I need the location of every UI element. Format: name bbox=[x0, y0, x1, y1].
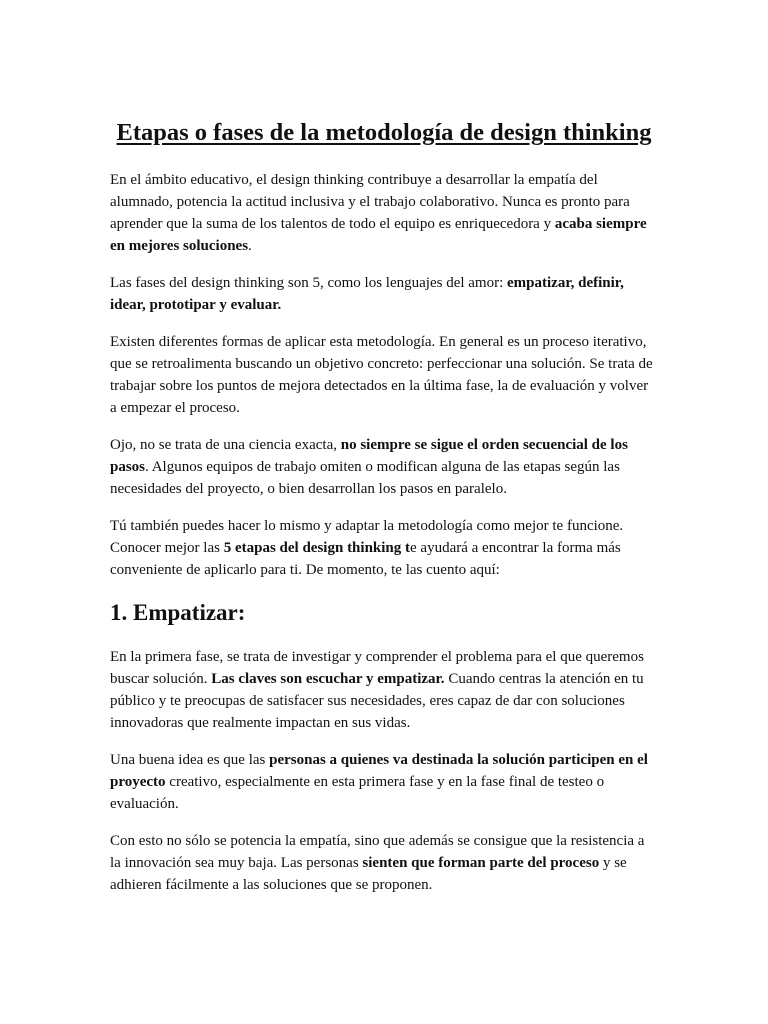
text-run: Ojo, no se trata de una ciencia exacta, bbox=[110, 437, 341, 453]
resistance-paragraph bbox=[110, 830, 658, 896]
bold-text-run: personas a quienes va destinada la solución participen en el proyecto bbox=[110, 752, 648, 790]
text-run: En el ámbito educativo, el design thinking contribuye a desarrollar la empatía del alumnado, potencia la actitud inclusiva y el trabajo colaborativo. Nunca es pronto para aprender que la suma de los talentos de todo el equipo es enriquecedora y bbox=[110, 172, 630, 232]
text-run: . bbox=[248, 238, 252, 254]
non-sequential-paragraph bbox=[110, 434, 658, 500]
text-run: Una buena idea es que las bbox=[110, 752, 270, 768]
bold-text-run: Las claves son escuchar y empatizar. bbox=[211, 671, 445, 687]
text-run: En la primera fase, se trata de investigar y comprender el problema para el que queremos buscar solución. bbox=[110, 649, 644, 687]
bold-text-run: empatizar, definir, idear, prototipar y evaluar. bbox=[110, 275, 624, 313]
phases-paragraph bbox=[110, 272, 658, 316]
text-run: y se adhieren fácilmente a las soluciones que se proponen. bbox=[110, 855, 627, 893]
text-run: Con esto no sólo se potencia la empatía, sino que además se consigue que la resistencia a la innovación sea muy baja. Las personas bbox=[110, 833, 645, 871]
empatizar-paragraph bbox=[110, 646, 658, 734]
section-heading-empatizar: 1. Empatizar: bbox=[110, 600, 246, 625]
intro-paragraph bbox=[110, 169, 658, 257]
document-page bbox=[110, 118, 658, 911]
text-run: Las fases del design thinking son 5, como los lenguajes del amor: bbox=[110, 275, 508, 291]
methodology-paragraph bbox=[110, 331, 658, 419]
document-title: Etapas o fases de la metodología de design thinking bbox=[116, 119, 652, 146]
bold-text-run: acaba siempre en mejores soluciones bbox=[110, 216, 647, 254]
text-run: creativo, especialmente en esta primera fase y en la fase final de testeo o evaluación. bbox=[110, 774, 605, 812]
bold-text-run: sienten que forman parte del proceso bbox=[362, 855, 600, 871]
text-run: Tú también puedes hacer lo mismo y adaptar la metodología como mejor te funcione. Conocer mejor las bbox=[110, 518, 624, 556]
text-run: . Algunos equipos de trabajo omiten o modifican alguna de las etapas según las necesidades del proyecto, o bien desarrollan los pasos en paralelo. bbox=[110, 459, 620, 497]
adapt-paragraph bbox=[110, 515, 658, 581]
text-run: Existen diferentes formas de aplicar esta metodología. En general es un proceso iterativo, que se retroalimenta buscando un objetivo concreto: perfeccionar una solución. Se trata de trabajar sobre los puntos de mejora detectados en la última fase, la de evaluación y volver a empezar el proceso. bbox=[110, 334, 653, 416]
text-run: e ayudará a encontrar la forma más conveniente de aplicarlo para ti. De momento, te las cuento aquí: bbox=[110, 540, 621, 578]
participation-paragraph bbox=[110, 749, 658, 815]
bold-text-run: 5 etapas del design thinking t bbox=[223, 540, 411, 556]
bold-text-run: no siempre se sigue el orden secuencial de los pasos bbox=[110, 437, 628, 475]
text-run: Cuando centras la atención en tu público y te preocupas de satisfacer sus necesidades, eres capaz de dar con soluciones innovadoras que realmente impactan en sus vidas. bbox=[110, 671, 644, 731]
